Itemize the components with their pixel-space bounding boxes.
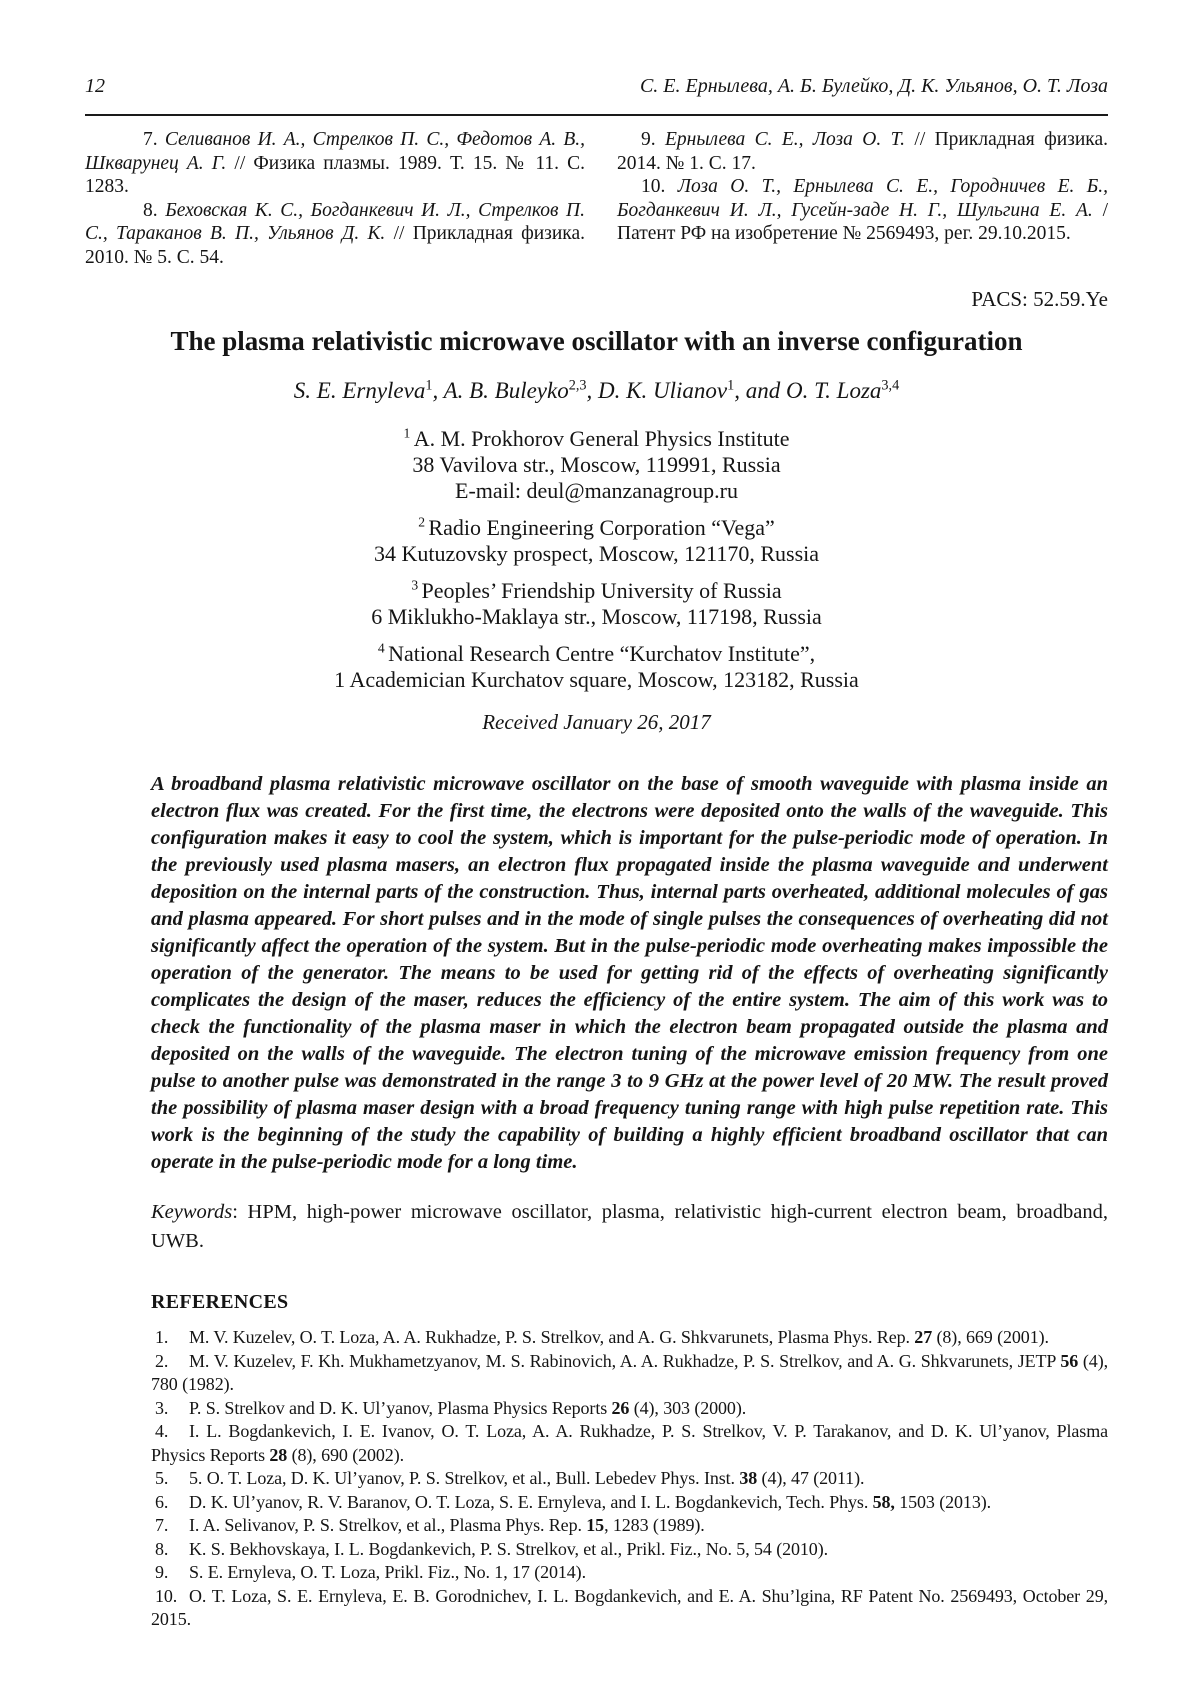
running-head: С. Е. Ернылева, А. Б. Булейко, Д. К. Ульянов, О. Т. Лоза [639,75,1108,97]
reference-item [151,1420,1108,1467]
reference-source: // Прикладная физика. 2014. № 1. С. 17. [617,129,1108,174]
top-reference-item [85,199,585,270]
affiliation-sup: 3 [411,577,422,593]
pacs-code: PACS: 52.59.Ye [971,287,1108,311]
reference-source: // Прикладная физика. 2010. № 5. С. 54. [85,223,585,268]
author-affiliation-sup: 1 [727,377,735,394]
reference-item [151,1350,1108,1397]
affiliation-line: $^4$ National Research Centre “Kurchatov Institute”, [377,640,816,666]
reference-text: 27 [914,1327,933,1347]
reference-text: S. E. Ernyleva, O. T. Loza, Prikl. Fiz., No. 1, 17 (2014). [189,1562,586,1582]
reference-number: 2. [155,1350,169,1371]
reference-item [151,1397,1108,1421]
reference-number: 5. [155,1468,169,1488]
affiliation-sup: 2 [418,514,429,530]
reference-number: 8. [155,1538,169,1559]
author-separator: , and [734,378,786,403]
reference-item [151,1326,1108,1350]
author-name: S. E. Ernyleva [293,378,426,403]
affiliation-line: $^3$ Peoples’ Friendship University of Russia [411,577,782,603]
reference-authors: Ернылева С. Е., Лоза О. Т. [664,129,906,150]
reference-text: O. T. Loza, S. E. Ernyleva, E. B. Gorodnichev, I. L. Bogdankevich, and E. A. Shu’lgina, RF Patent No. 2569493, October 29, 2015. [151,1585,1108,1629]
reference-item [151,1467,1108,1491]
reference-text: (8), 669 (2001). [932,1327,1049,1347]
reference-text: 58, [872,1491,895,1512]
author-separator: , [586,378,599,403]
reference-text: 56 [1060,1350,1079,1371]
abstract: A broadband plasma relativistic microwave oscillator on the base of smooth waveguide with plasma inside an electron flux was created. For the first time, the electrons were deposited onto the walls of the waveguide. This configuration makes it easy to cool the system, which is important for the pulse-periodic mode of operation. In the previously used plasma masers, an electron flux propagated inside the plasma waveguide and underwent deposition on the internal parts of the construction. Thus, internal parts overheated, additional molecules of gas and plasma appeared. For short pulses and in the mode of single pulses the consequences of overheating did not significantly affect the operation of the system. But in the pulse-periodic mode overheating makes impossible the operation of the generator. The means to be used for getting rid of the effects of overheating significantly complicates the design of the maser, reduces the efficiency of the entire system. The aim of this work was to check the functionality of the plasma maser in which the electron beam propagated outside the plasma and deposited on the walls of the waveguide. The electron tuning of the microwave emission frequency from one pulse to another pulse was demonstrated in the range 3 to 9 GHz at the power level of 20 MW. The result proved the possibility of plasma maser design with a broad frequency tuning range with high pulse repetition rate. This work is the beginning of the study the capability of building a highly efficient broadband oscillator that can operate in the pulse-periodic mode for a long time. [151,773,1108,1173]
affiliations [85,426,1108,693]
article-body [151,771,1108,1632]
reference-item [151,1561,1108,1585]
reference-number: 3. [155,1397,169,1418]
affiliation-block [85,641,1108,693]
received-date: Received January 26, 2017 [482,710,711,734]
reference-text: 28 [269,1444,288,1465]
author-name: O. T. Loza [785,378,882,403]
reference-item [151,1585,1108,1632]
affiliation-block [85,578,1108,630]
reference-number: 9. [641,129,665,150]
reference-number: 1. [155,1327,169,1347]
author-affiliation-sup: 2,3 [568,377,587,394]
affiliation-block [85,426,1108,504]
reference-item [151,1538,1108,1562]
reference-item [151,1514,1108,1538]
reference-number: 7. [155,1515,169,1535]
affiliation-line: E-mail: deul@manzanagroup.ru [455,478,738,503]
keywords-label: Keywords [151,1201,233,1223]
reference-number: 8. [143,199,166,221]
affiliation-line: $^1$ A. M. Prokhorov General Physics Institute [403,425,790,451]
reference-source: / Патент РФ на изобретение № 2569493, рег. 29.10.2015. [617,199,1108,244]
affiliation-line: 34 Kutuzovsky prospect, Moscow, 121170, Russia [373,541,820,566]
reference-authors: Беховская К. С., Богданкевич И. Л., Стрелков П. С., Тараканов В. П., Ульянов Д. К. [85,199,586,244]
reference-text: , 1283 (1989). [604,1515,705,1535]
reference-number: 9. [155,1562,169,1582]
reference-text: D. K. Ul’yanov, R. V. Baranov, O. T. Loza, S. E. Ernyleva, and I. L. Bogdankevich, Tech. Phys. [189,1491,873,1512]
reference-text: M. V. Kuzelev, F. Kh. Mukhametzyanov, M. S. Rabinovich, A. A. Rukhadze, P. S. Strelkov, and A. G. Shkvarunets, JETP [189,1350,1061,1371]
affiliation-sup: 4 [377,640,389,656]
top-reference-item [617,175,1108,246]
reference-text: I. A. Selivanov, P. S. Strelkov, et al., Plasma Phys. Rep. [189,1515,587,1535]
reference-text: 5. O. T. Loza, D. K. Ul’yanov, P. S. Strelkov, et al., Bull. Lebedev Phys. Inst. [189,1468,740,1488]
top-reference-item [617,128,1108,175]
reference-text: M. V. Kuzelev, O. T. Loza, A. A. Rukhadze, P. S. Strelkov, and A. G. Shkvarunets, Plasma Phys. Rep. [189,1327,915,1347]
keywords-text: : HPM, high-power microwave oscillator, plasma, relativistic high-current electron beam, broadband, UWB. [151,1201,1108,1252]
reference-text: (4), 47 (2011). [757,1468,865,1488]
reference-item [151,1491,1108,1515]
reference-number: 10. [641,176,678,197]
top-references-right-column [617,128,1108,269]
top-reference-item [85,128,585,199]
reference-authors: Лоза О. Т., Ернылева С. Е., Городничев Е. Б., Богданкевич И. Л., Гусейн-заде Н. Г., Шульгина Е. А. [617,176,1109,221]
affiliation-line: $^2$ Radio Engineering Corporation “Vega” [418,514,775,540]
author-separator: , [432,378,444,403]
author-affiliation-sup: 1 [425,377,433,394]
article-title: The plasma relativistic microwave oscillator with an inverse configuration [170,326,1023,356]
reference-source: // Физика плазмы. 1989. Т. 15. № 11. С. 1283. [85,152,586,197]
references-list [151,1326,1108,1632]
reference-number: 6. [155,1491,169,1512]
affiliation-block [85,515,1108,567]
reference-number: 7. [143,129,165,150]
reference-text: (4), 780 (1982). [151,1350,1108,1394]
reference-text: (8), 690 (2002). [287,1444,404,1465]
author-name: A. B. Buleyko [443,378,569,403]
reference-text: (4), 303 (2000). [629,1397,747,1418]
reference-number: 4. [155,1421,169,1441]
reference-text: 26 [611,1397,630,1418]
affiliation-line: 1 Academician Kurchatov square, Moscow, 123182, Russia [334,667,859,692]
reference-number: 10. [155,1585,178,1606]
keywords-line [151,1198,1108,1256]
top-references-left-column [85,128,585,269]
references-heading: REFERENCES [151,1291,289,1313]
author-affiliation-sup: 3,4 [881,377,900,394]
affiliation-line: 38 Vavilova str., Moscow, 119991, Russia [412,452,781,477]
authors-line [85,376,1108,406]
page-number: 12 [85,75,105,97]
author-name: D. K. Ulianov [598,378,728,403]
reference-authors: Селиванов И. А., Стрелков П. С., Федотов А. В., Шкварунец А. Г. [85,129,585,174]
reference-text: P. S. Strelkov and D. K. Ul’yanov, Plasma Physics Reports [189,1397,612,1418]
affiliation-sup: 1 [403,425,414,441]
reference-text: 38 [739,1468,758,1488]
reference-text: I. L. Bogdankevich, I. E. Ivanov, O. T. Loza, A. A. Rukhadze, P. S. Strelkov, V. P. Tarakanov, and D. K. Ul’yanov, Plasma Physics Reports [151,1421,1108,1465]
reference-text: 1503 (2013). [894,1491,992,1512]
affiliation-line: 6 Miklukho-Maklaya str., Moscow, 117198, Russia [371,604,822,629]
reference-text: K. S. Bekhovskaya, I. L. Bogdankevich, P. S. Strelkov, et al., Prikl. Fiz., No. 5, 54 (2010). [189,1538,828,1559]
top-references-section [85,128,1108,269]
reference-text: 15 [586,1515,605,1535]
page-header [85,74,1108,116]
